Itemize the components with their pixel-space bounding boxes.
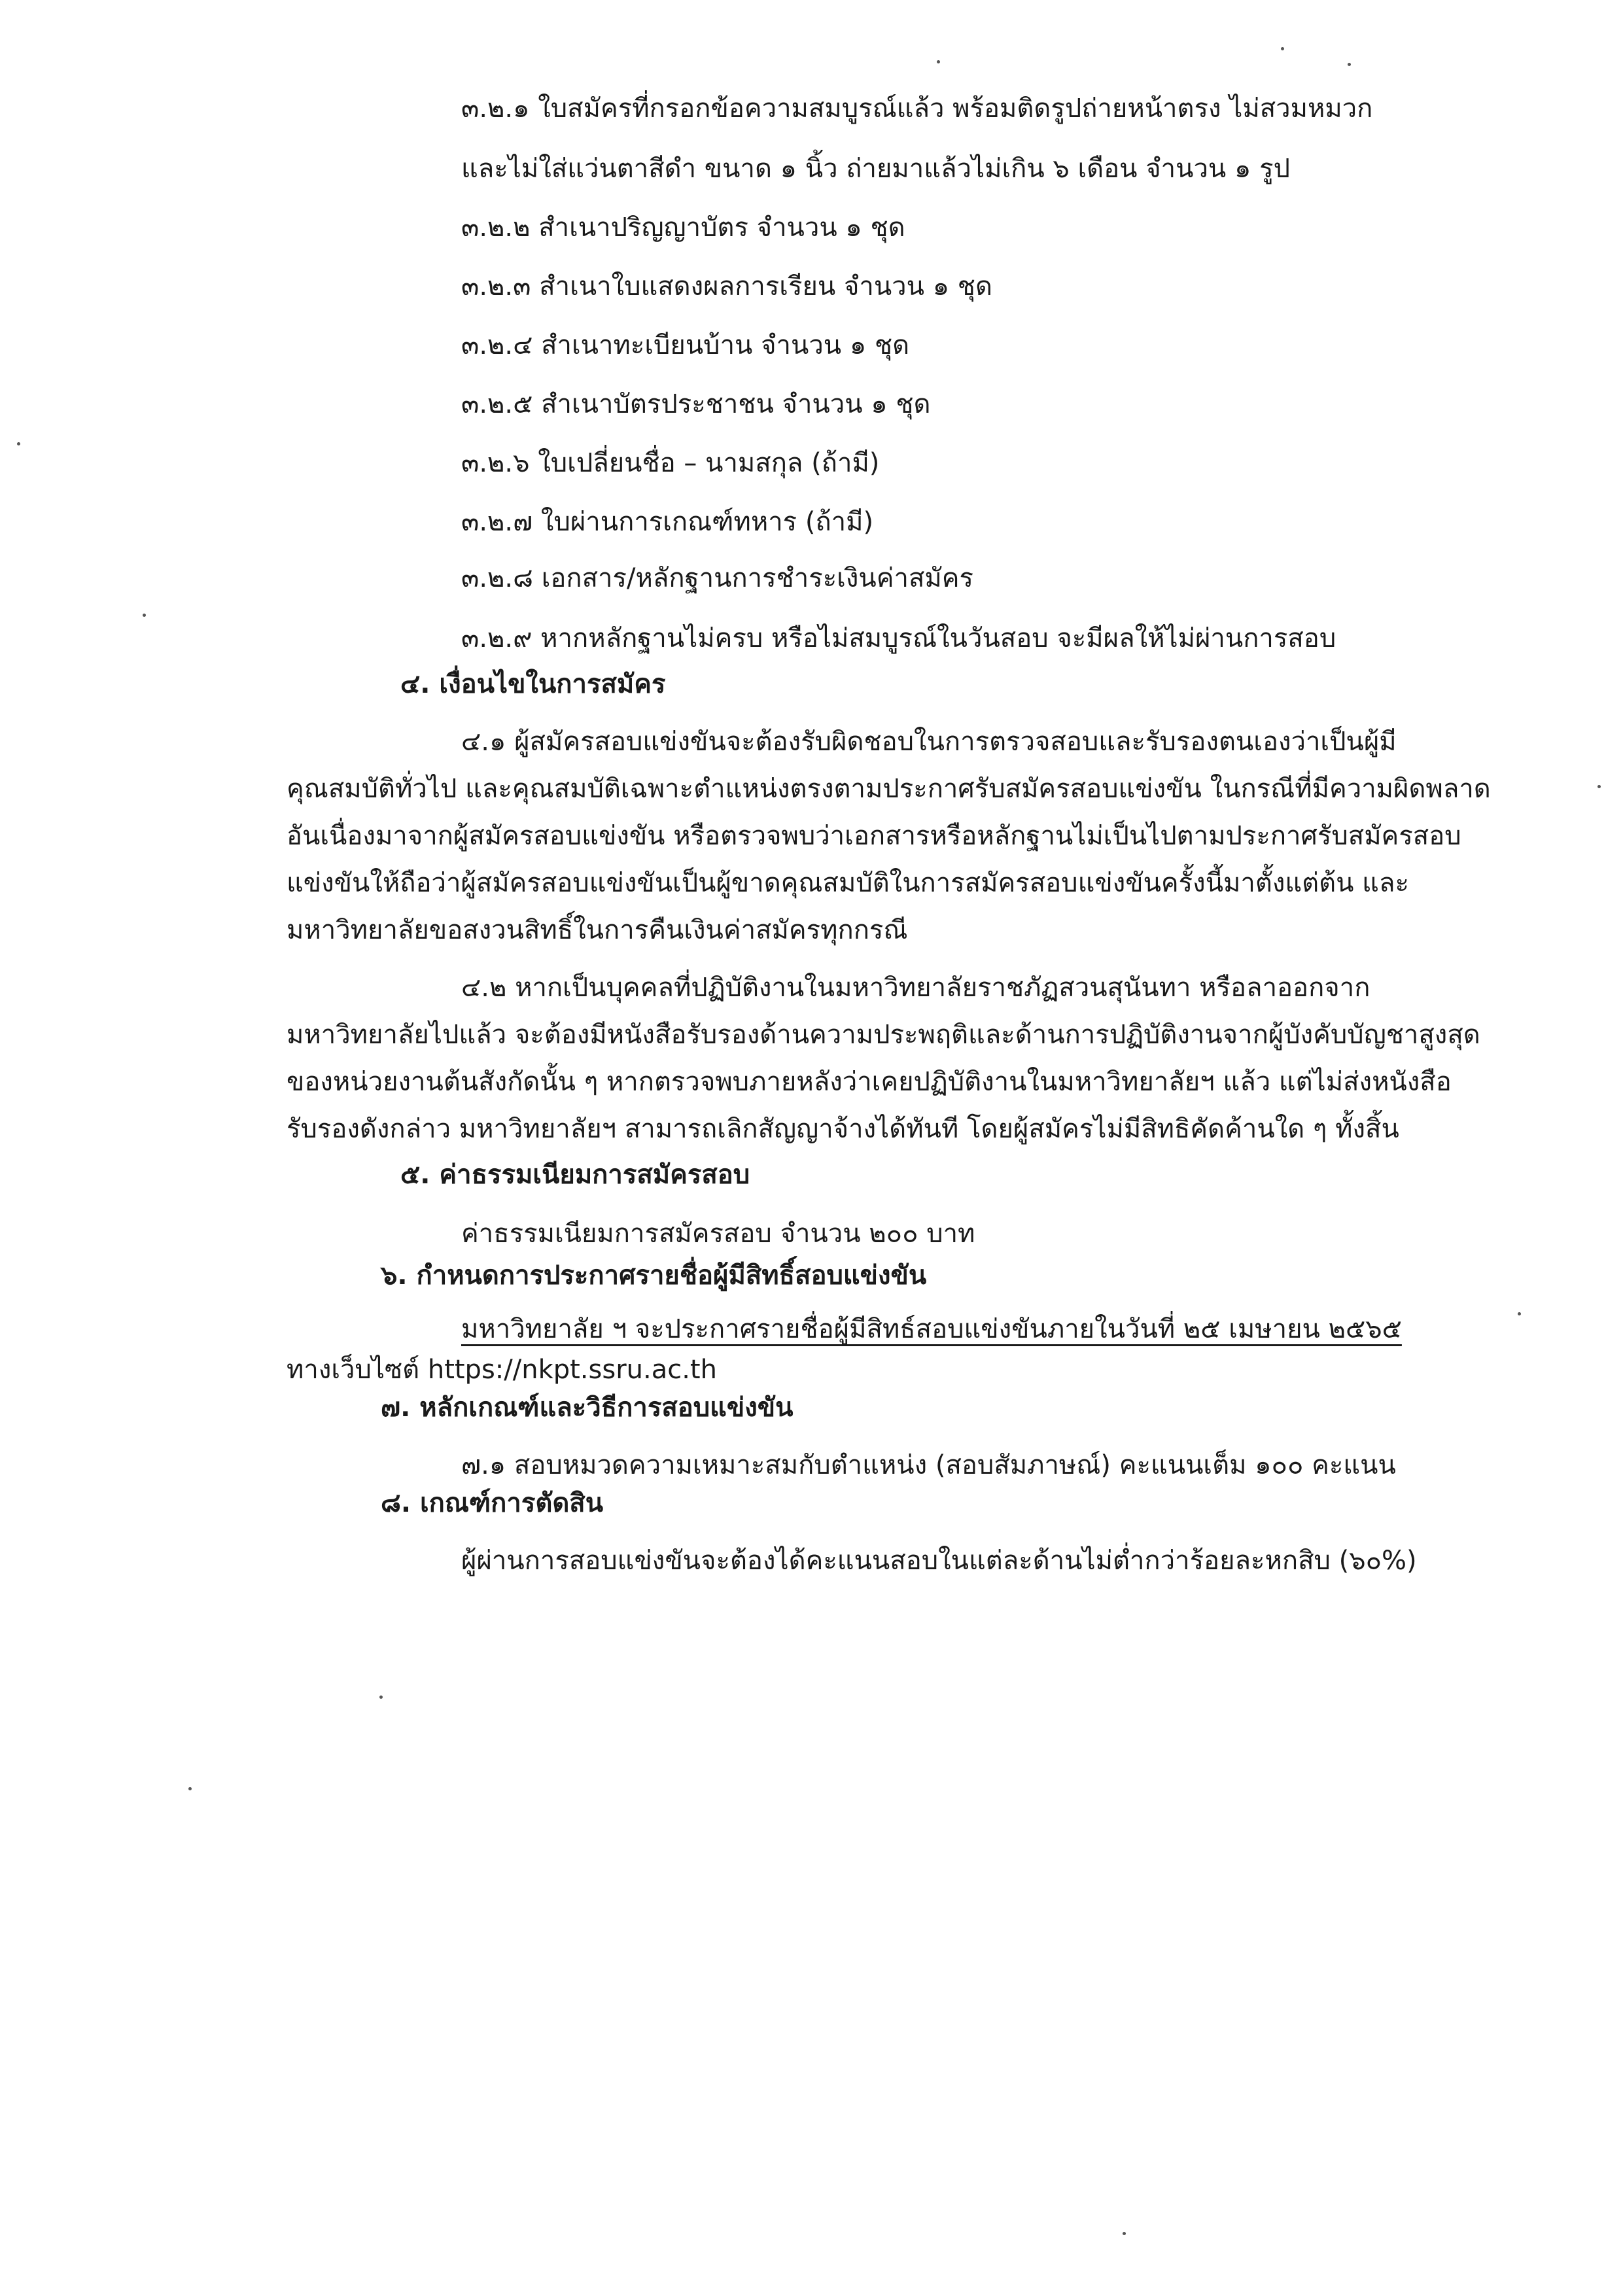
item-3-2-1: ๓.๒.๑ ใบสมัครที่กรอกข้อความสมบูรณ์แล้ว พร้อมติดรูปถ่ายหน้าตรง ไม่สวมหมวก bbox=[461, 94, 1373, 124]
scan-speck bbox=[17, 442, 20, 445]
scan-speck bbox=[1348, 63, 1351, 66]
para-4-2-line-2: มหาวิทยาลัยไปแล้ว จะต้องมีหนังสือรับรองด้านความประพฤติและด้านการปฏิบัติงานจากผู้บังคับบัญชาสูงสุด bbox=[287, 1020, 1480, 1050]
item-3-2-8: ๓.๒.๘ เอกสาร/หลักฐานการชำระเงินค่าสมัคร bbox=[461, 563, 973, 593]
item-3-2-2: ๓.๒.๒ สำเนาปริญญาบัตร จำนวน ๑ ชุด bbox=[461, 213, 905, 243]
para-4-1-line-2: คุณสมบัติทั่วไป และคุณสมบัติเฉพาะตำแหน่งตรงตามประกาศรับสมัครสอบแข่งขัน ในกรณีที่มีความผิดพลาด bbox=[287, 774, 1491, 804]
scan-speck bbox=[143, 614, 146, 617]
para-4-2-line-4: รับรองดังกล่าว มหาวิทยาลัยฯ สามารถเลิกสัญญาจ้างได้ทันที โดยผู้สมัครไม่มีสิทธิคัดค้านใด ๆ ทั้งสิ้น bbox=[287, 1114, 1399, 1144]
section-7-heading: ๗. หลักเกณฑ์และวิธีการสอบแข่งขัน bbox=[381, 1393, 794, 1423]
item-3-2-7: ๓.๒.๗ ใบผ่านการเกณฑ์ทหาร (ถ้ามี) bbox=[461, 507, 874, 537]
section-6-website: ทางเว็บไซต์ https://nkpt.ssru.ac.th bbox=[287, 1355, 717, 1385]
scan-speck bbox=[1518, 1312, 1521, 1315]
section-5-text: ค่าธรรมเนียมการสมัครสอบ จำนวน ๒๐๐ บาท bbox=[461, 1219, 975, 1249]
scan-speck bbox=[1123, 2232, 1126, 2235]
para-4-1-line-1: ๔.๑ ผู้สมัครสอบแข่งขันจะต้องรับผิดชอบในการตรวจสอบและรับรองตนเองว่าเป็นผู้มี bbox=[461, 727, 1397, 757]
para-4-1-line-4: แข่งขันให้ถือว่าผู้สมัครสอบแข่งขันเป็นผู้ขาดคุณสมบัติในการสมัครสอบแข่งขันครั้งนี้มาตั้งแต่ต้น และ bbox=[287, 868, 1409, 898]
item-3-2-6: ๓.๒.๖ ใบเปลี่ยนชื่อ – นามสกุล (ถ้ามี) bbox=[461, 448, 880, 478]
para-4-2-line-3: ของหน่วยงานต้นสังกัดนั้น ๆ หากตรวจพบภายหลังว่าเคยปฏิบัติงานในมหาวิทยาลัยฯ แล้ว แต่ไม่ส่งหนังสือ bbox=[287, 1067, 1452, 1097]
section-8-text: ผู้ผ่านการสอบแข่งขันจะต้องได้คะแนนสอบในแต่ละด้านไม่ต่ำกว่าร้อยละหกสิบ (๖๐%) bbox=[461, 1546, 1417, 1576]
item-3-2-4: ๓.๒.๔ สำเนาทะเบียนบ้าน จำนวน ๑ ชุด bbox=[461, 330, 910, 360]
section-6-heading: ๖. กำหนดการประกาศรายชื่อผู้มีสิทธิ์สอบแข่งขัน bbox=[381, 1261, 927, 1291]
section-4-heading: ๔. เงื่อนไขในการสมัคร bbox=[400, 669, 666, 699]
item-3-2-3: ๓.๒.๓ สำเนาใบแสดงผลการเรียน จำนวน ๑ ชุด bbox=[461, 271, 992, 302]
para-4-2-line-1: ๔.๒ หากเป็นบุคคลที่ปฏิบัติงานในมหาวิทยาลัยราชภัฏสวนสุนันทา หรือลาออกจาก bbox=[461, 973, 1370, 1003]
section-7-text: ๗.๑ สอบหมวดความเหมาะสมกับตำแหน่ง (สอบสัมภาษณ์) คะแนนเต็ม ๑๐๐ คะแนน bbox=[461, 1450, 1396, 1480]
item-3-2-5: ๓.๒.๕ สำเนาบัตรประชาชน จำนวน ๑ ชุด bbox=[461, 389, 931, 419]
item-3-2-1-continued: และไม่ใส่แว่นตาสีดำ ขนาด ๑ นิ้ว ถ่ายมาแล้วไม่เกิน ๖ เดือน จำนวน ๑ รูป bbox=[461, 154, 1290, 184]
scan-speck bbox=[1281, 47, 1284, 50]
para-4-1-line-5: มหาวิทยาลัยขอสงวนสิทธิ์ในการคืนเงินค่าสมัครทุกกรณี bbox=[287, 915, 908, 945]
section-6-text: มหาวิทยาลัย ฯ จะประกาศรายชื่อผู้มีสิทธ์สอบแข่งขันภายในวันที่ ๒๕ เมษายน ๒๕๖๕ bbox=[461, 1314, 1402, 1344]
scan-speck bbox=[188, 1787, 192, 1790]
item-3-2-9: ๓.๒.๙ หากหลักฐานไม่ครบ หรือไม่สมบูรณ์ในวันสอบ จะมีผลให้ไม่ผ่านการสอบ bbox=[461, 623, 1336, 653]
section-5-heading: ๕. ค่าธรรมเนียมการสมัครสอบ bbox=[400, 1160, 750, 1190]
scan-speck bbox=[937, 60, 940, 63]
scan-speck bbox=[1597, 785, 1601, 788]
para-4-1-line-3: อันเนื่องมาจากผู้สมัครสอบแข่งขัน หรือตรวจพบว่าเอกสารหรือหลักฐานไม่เป็นไปตามประกาศรับสมัครสอบ bbox=[287, 821, 1461, 851]
scan-speck bbox=[379, 1696, 383, 1699]
section-8-heading: ๘. เกณฑ์การตัดสิน bbox=[381, 1488, 604, 1518]
